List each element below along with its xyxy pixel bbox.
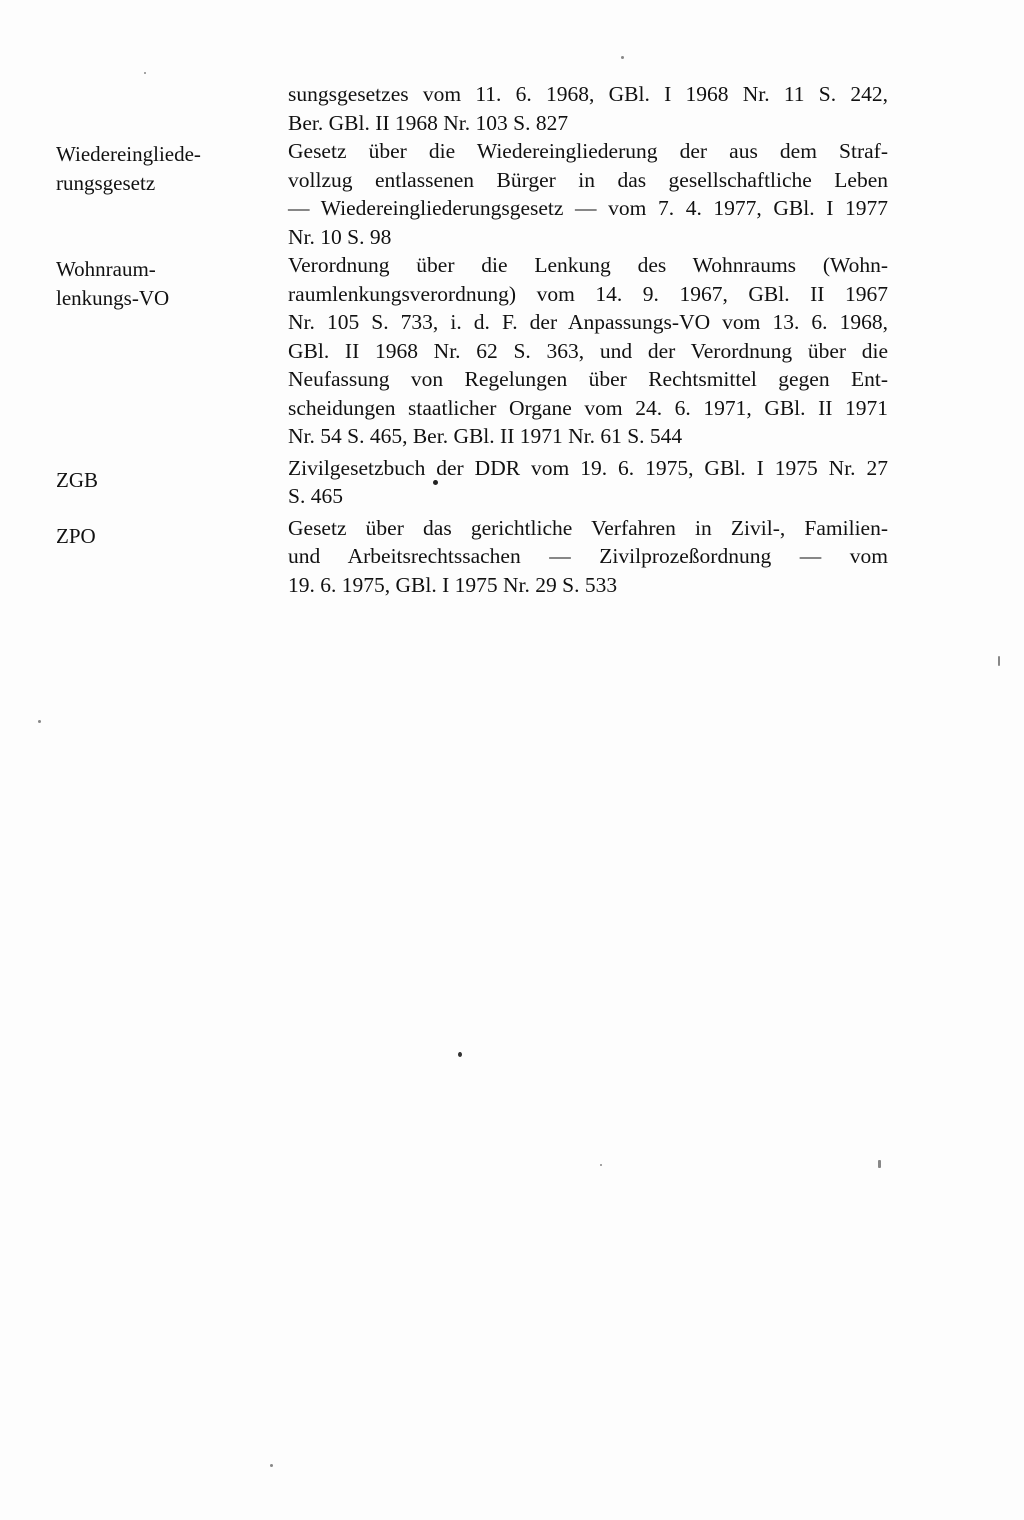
abbreviation-entry-wohnraumlenkungs-vo <box>56 251 896 451</box>
abbreviation-description <box>288 80 888 137</box>
scan-speck <box>458 1052 462 1057</box>
term-line: Wiedereingliede- <box>56 142 201 166</box>
abbreviation-entry-zgb <box>56 454 896 511</box>
description-line: vollzug entlassenen Bürger in das gesellschaftliche Leben <box>288 167 888 192</box>
description-line: Gesetz über das gerichtliche Verfahren in Zivil-, Familien- <box>288 515 888 540</box>
scan-speck <box>144 72 146 74</box>
description-line: GBl. II 1968 Nr. 62 S. 363, und der Verordnung über die <box>288 338 888 363</box>
abbreviation-term <box>56 514 288 551</box>
abbreviation-list <box>56 80 896 599</box>
description-line: Verordnung über die Lenkung des Wohnraums (Wohn- <box>288 253 888 277</box>
abbreviation-term <box>56 251 288 313</box>
abbreviation-description <box>288 454 888 511</box>
description-line: raumlenkungsverordnung) vom 14. 9. 1967, GBl. II 1967 <box>288 281 888 306</box>
scan-speck <box>600 1164 602 1166</box>
abbreviation-description <box>288 251 888 451</box>
description-line: scheidungen staatlicher Organe vom 24. 6. 1971, GBl. II 1971 <box>288 395 888 420</box>
term-line: Wohnraum- <box>56 257 156 281</box>
description-line: sungsgesetzes vom 11. 6. 1968, GBl. I 1968 Nr. 11 S. 242, <box>288 82 888 106</box>
scan-speck <box>998 656 1000 666</box>
scan-speck <box>621 56 624 59</box>
term-line: ZPO <box>56 523 96 548</box>
description-line: und Arbeitsrechtssachen — Zivilprozeßordnung — vom <box>288 544 888 568</box>
description-line: S. 465 <box>288 484 343 508</box>
abbreviation-term <box>56 454 288 495</box>
scan-speck <box>433 480 438 485</box>
scan-speck <box>38 720 41 723</box>
term-line: lenkungs-VO <box>56 286 170 310</box>
description-line: Nr. 10 S. 98 <box>288 224 392 249</box>
description-line: Neufassung von Regelungen über Rechtsmittel gegen Ent- <box>288 367 888 391</box>
abbreviation-entry-wiedereingliederungsgesetz <box>56 137 896 251</box>
abbreviation-term <box>56 137 288 198</box>
scan-speck <box>270 1464 273 1467</box>
abbreviation-description <box>288 137 888 251</box>
description-line: 19. 6. 1975, GBl. I 1975 Nr. 29 S. 533 <box>288 572 618 597</box>
description-line: Nr. 105 S. 733, i. d. F. der Anpassungs-VO vom 13. 6. 1968, <box>288 310 888 334</box>
abbreviation-entry-continuation <box>56 80 896 137</box>
abbreviation-entry-zpo <box>56 514 896 600</box>
description-line: Nr. 54 S. 465, Ber. GBl. II 1971 Nr. 61 S. 544 <box>288 424 683 448</box>
abbreviation-description <box>288 514 888 600</box>
description-line: Ber. GBl. II 1968 Nr. 103 S. 827 <box>288 110 569 135</box>
term-line: rungsgesetz <box>56 171 156 195</box>
description-line: Zivilgesetzbuch der DDR vom 19. 6. 1975, GBl. I 1975 Nr. 27 <box>288 455 888 480</box>
description-line: Gesetz über die Wiedereingliederung der aus dem Straf- <box>288 139 888 163</box>
description-line: — Wiedereingliederungsgesetz — vom 7. 4. 1977, GBl. I 1977 <box>288 196 888 220</box>
term-line: ZGB <box>56 467 98 492</box>
scan-speck <box>878 1160 881 1168</box>
